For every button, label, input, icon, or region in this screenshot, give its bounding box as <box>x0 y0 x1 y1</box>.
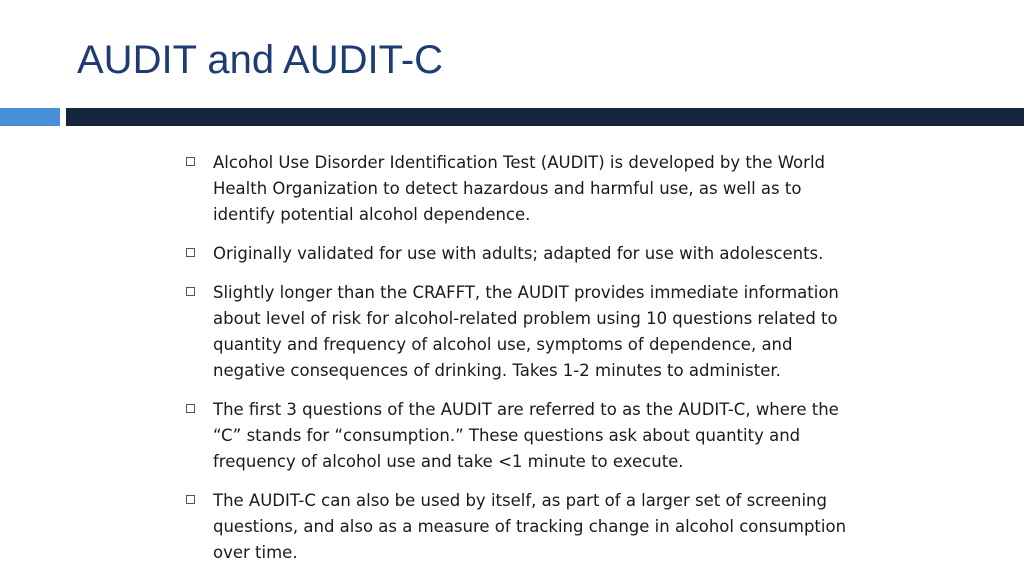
square-bullet-icon <box>186 248 195 257</box>
bullet-item <box>186 241 856 267</box>
square-bullet-icon <box>186 404 195 413</box>
header-bar <box>66 108 1024 126</box>
bullet-item <box>186 397 856 475</box>
bullet-item <box>186 150 856 228</box>
bullet-text: Originally validated for use with adults; adapted for use with adolescents. <box>213 244 824 263</box>
bullet-text: Slightly longer than the CRAFFT, the AUDIT provides immediate information about level of risk for alcohol-related problem using 10 questions related to quantity and frequency of alcohol use, symptoms of dependence, and negative consequences of drinking. Takes 1-2 minutes to administer. <box>213 283 839 380</box>
accent-bar <box>0 108 60 126</box>
slide-title: AUDIT and AUDIT-C <box>77 38 444 82</box>
bullet-list <box>186 150 856 579</box>
square-bullet-icon <box>186 157 195 166</box>
bullet-text: Alcohol Use Disorder Identification Test (AUDIT) is developed by the World Health Organization to detect hazardous and harmful use, as well as to identify potential alcohol dependence. <box>213 153 825 224</box>
bullet-text: The AUDIT-C can also be used by itself, as part of a larger set of screening questions, and also as a measure of tracking change in alcohol consumption over time. <box>213 491 847 562</box>
bullet-item <box>186 488 856 566</box>
square-bullet-icon <box>186 287 195 296</box>
bullet-text: The first 3 questions of the AUDIT are referred to as the AUDIT-C, where the “C” stands for “consumption.” These questions ask about quantity and frequency of alcohol use and take <1 minute to execute. <box>213 400 839 471</box>
square-bullet-icon <box>186 495 195 504</box>
bullet-item <box>186 280 856 384</box>
